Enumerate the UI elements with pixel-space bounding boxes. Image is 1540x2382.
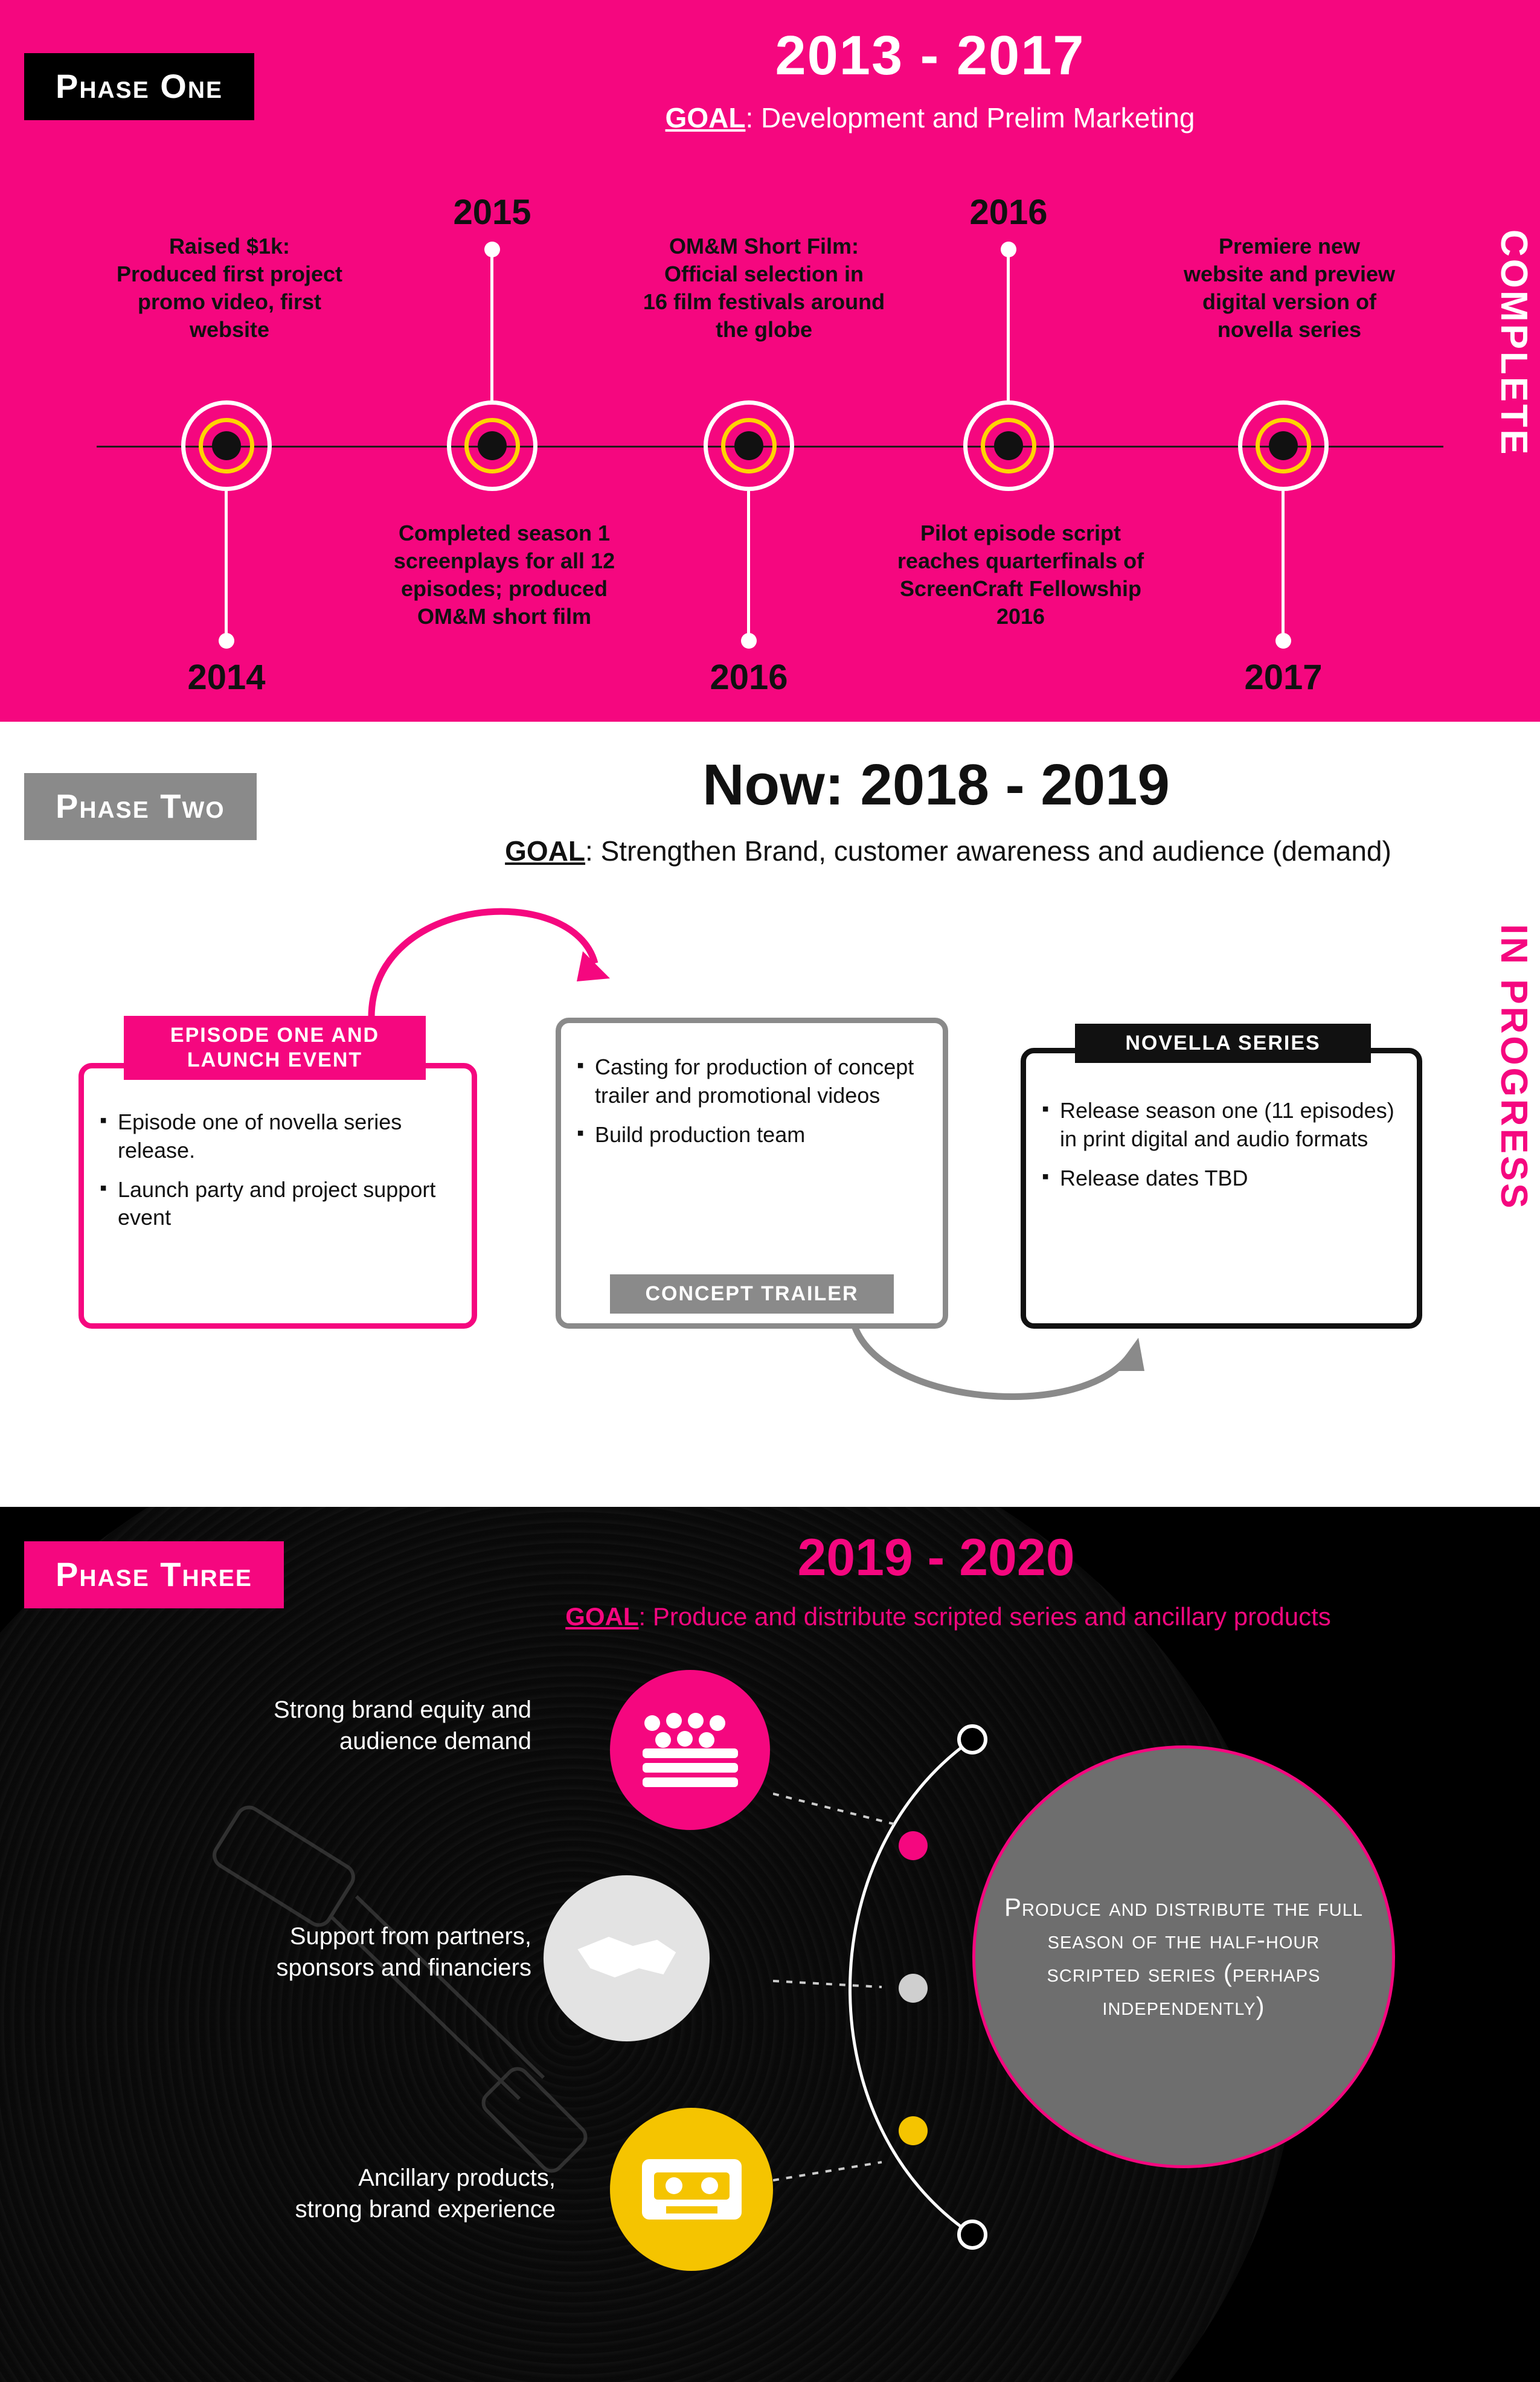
label-line: 2016 [996, 604, 1045, 629]
phase-one-goal [417, 101, 1443, 134]
phase-two-title: Now: 2018 - 2019 [702, 753, 1170, 817]
phase-three-outcome: Produce and distribute the full season of the half-hour scripted series (perhaps independently) [972, 1745, 1395, 2168]
phase-one-tag: Phase One [24, 53, 254, 120]
label-line: sponsors and financiers [276, 1954, 531, 1981]
label-line: strong brand experience [295, 2196, 556, 2223]
label-line: Pilot episode script [920, 521, 1121, 545]
card-1-header-line2: LAUNCH EVENT [187, 1048, 363, 1071]
timeline-label-2015 [329, 519, 679, 631]
handshake-icon [544, 1875, 710, 2041]
card-1-bullet-2: ▪ Launch party and project support event [100, 1176, 456, 1233]
phase-three-tag: Phase Three [24, 1541, 284, 1608]
phase-three-input-2-label [85, 1921, 531, 1983]
card-2-header: CONCEPT TRAILER [610, 1274, 894, 1314]
card-3-header: NOVELLA SERIES [1075, 1024, 1371, 1063]
timeline-year-2016-a: 2016 [710, 658, 788, 697]
label-line: screenplays for all 12 [393, 548, 615, 574]
label-line: reaches quarterfinals of [897, 548, 1144, 574]
phase-three-goal-text: : Produce and distribute scripted series and ancillary products [638, 1602, 1331, 1631]
arrow-card1-to-card2 [350, 858, 634, 1039]
timeline-stick-2017 [1282, 491, 1285, 642]
timeline-year-2015: 2015 [453, 193, 531, 232]
card-3-bullet-2: ▪ Release dates TBD [1042, 1164, 1401, 1193]
card-1-header-line1: EPISODE ONE AND [170, 1024, 380, 1047]
label-line: OM&M short film [417, 604, 591, 629]
label-line: episodes; produced [400, 576, 608, 602]
label-line: 16 film festivals around [643, 289, 885, 315]
label-line: Ancillary products, [358, 2165, 556, 2191]
node-center-dot [212, 431, 241, 460]
label-line: digital version of [1202, 289, 1377, 315]
card-2-bullet-1: ▪ Casting for production of concept trailer and promotional videos [577, 1053, 927, 1110]
node-center-dot [478, 431, 507, 460]
label-line: novella series [1217, 317, 1362, 342]
phase-one-years: 2013 - 2017 [775, 25, 1085, 86]
phase-two-goal-label: GOAL [505, 835, 586, 867]
label-line: audience demand [339, 1728, 531, 1754]
timeline-stick-dot-2014 [219, 633, 234, 649]
label-line: Strong brand equity and [274, 1697, 531, 1723]
phase-three-goal [459, 1600, 1437, 1634]
timeline-stick-dot-2016-a [741, 633, 757, 649]
cassette-icon-glyph [639, 2153, 745, 2226]
timeline-year-2016-b: 2016 [969, 193, 1048, 232]
timeline-stick-2014 [225, 491, 228, 642]
card-2-bullet-2: ▪ Build production team [577, 1121, 927, 1149]
tonearm-graphic [181, 1797, 845, 2340]
card-1-bullet-1: ▪ Episode one of novella series release. [100, 1108, 456, 1165]
label-line: promo video, first [137, 289, 322, 315]
phase-three-goal-label: GOAL [565, 1602, 639, 1631]
phase-one-status: COMPLETE [1493, 230, 1535, 457]
label-line: OM&M Short Film: [669, 234, 859, 258]
phase-three-input-1-label [109, 1694, 531, 1757]
timeline-year-2014: 2014 [187, 658, 266, 697]
node-center-dot [734, 431, 763, 460]
phase-two-goal-text: : Strengthen Brand, customer awareness and audience (demand) [585, 835, 1391, 867]
card-1-body [84, 1068, 472, 1260]
timeline-label-2016-a [577, 233, 951, 344]
node-center-dot [994, 431, 1023, 460]
cassette-icon [610, 2108, 773, 2271]
card-3-body [1026, 1053, 1417, 1220]
timeline-stick-2015 [490, 251, 493, 402]
timeline-year-2017: 2017 [1244, 658, 1323, 697]
card-novella-series[interactable] [1021, 1048, 1422, 1329]
label-line: ScreenCraft Fellowship [899, 576, 1142, 602]
timeline-label-2016-b [827, 519, 1214, 631]
timeline-stick-dot-2015 [484, 242, 500, 257]
label-line: website [189, 317, 270, 342]
timeline-stick-dot-2017 [1275, 633, 1291, 649]
audience-icon-glyph [639, 1711, 742, 1790]
label-line: Produced first project [116, 262, 343, 287]
label-line: Completed season 1 [398, 521, 611, 545]
timeline-label-2014 [60, 233, 399, 344]
card-2-body [561, 1023, 943, 1177]
timeline-node-2016-b [963, 400, 1054, 491]
timeline-stick-dot-2016-b [1001, 242, 1016, 257]
label-line: website and preview [1183, 262, 1396, 287]
card-1-header [124, 1016, 426, 1080]
timeline-stick-2016-b [1007, 251, 1010, 402]
card-episode-one-and-launch-event[interactable] [79, 1063, 477, 1329]
label-line: Premiere new [1218, 234, 1361, 258]
phase-two-status: IN PROGRESS [1493, 924, 1535, 1211]
phase-one-goal-text: : Development and Prelim Marketing [745, 102, 1195, 133]
phase-one-goal-label: GOAL [665, 102, 746, 133]
phase-three-years: 2019 - 2020 [797, 1529, 1075, 1587]
node-center-dot [1269, 431, 1298, 460]
label-line: the globe [716, 317, 812, 342]
label-line: Support from partners, [289, 1923, 531, 1950]
timeline-node-2017 [1238, 400, 1329, 491]
handshake-icon-glyph [573, 1925, 681, 1992]
timeline-stick-2016-a [747, 491, 750, 642]
timeline-node-2015 [447, 400, 537, 491]
card-3-bullet-1: ▪ Release season one (11 episodes) in print digital and audio formats [1042, 1097, 1401, 1154]
timeline-node-2014 [181, 400, 272, 491]
phase-one-section [0, 0, 1540, 722]
audience-icon [610, 1670, 770, 1830]
label-line: Raised $1k: [168, 234, 290, 258]
phase-two-tag: Phase Two [24, 773, 257, 840]
timeline-node-2016-a [704, 400, 794, 491]
label-line: Official selection in [664, 262, 864, 287]
timeline-label-2017 [1123, 233, 1455, 344]
phase-three-input-3-label [109, 2162, 556, 2225]
